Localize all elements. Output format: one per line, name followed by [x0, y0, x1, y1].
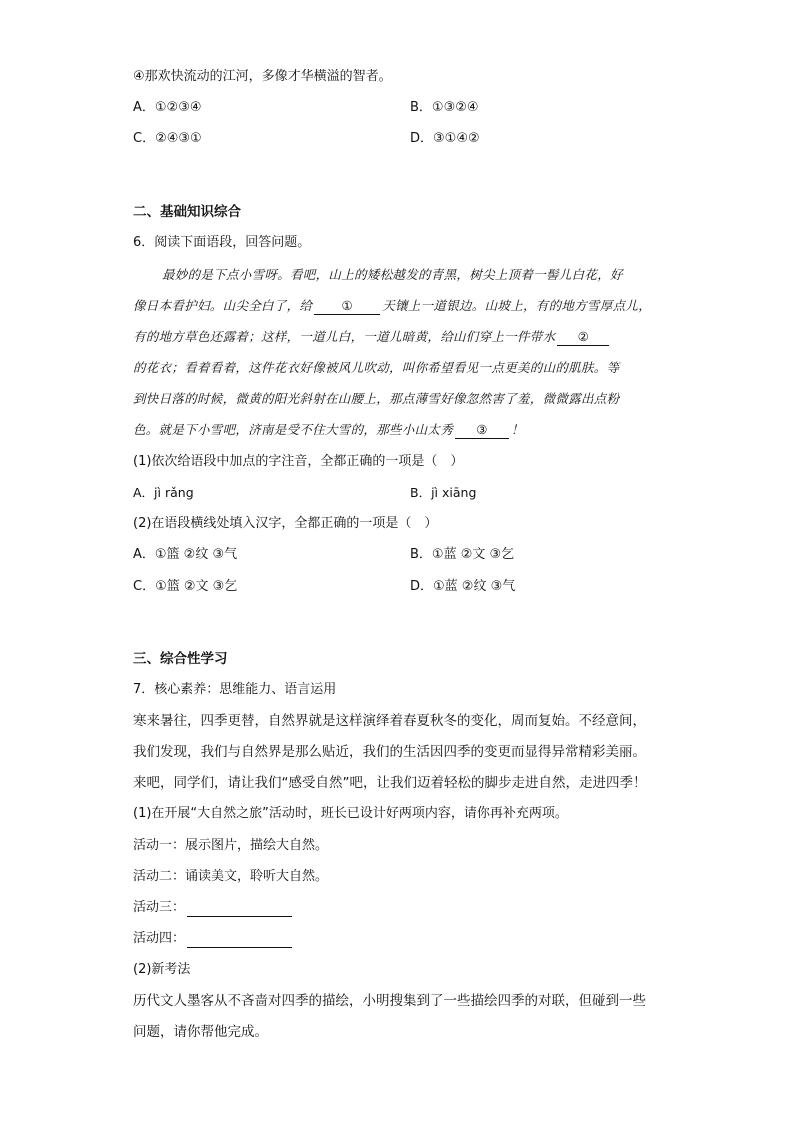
q5-option-d: D．③①④② [410, 131, 480, 146]
q6-sub1-option-b: B．jì xiāng [410, 485, 477, 500]
q7-intro-line-3: 来吧，同学们，请让我们“感受自然”吧，让我们迈着轻松的脚步走进自然，走进四季！ [133, 775, 647, 791]
q6-blank-2: ② [557, 329, 609, 346]
q5-item-4: ④那欢快流动的江河，多像才华横溢的智者。 [133, 69, 392, 84]
q6-passage-text: 有的地方草色还露着；这样，一道儿白，一道儿暗黄，给山们穿上一件带水 [133, 329, 556, 344]
q6-blank-1: ① [314, 298, 380, 315]
q6-sub2-option-c: C．①篮 ②文 ③乞 [133, 579, 238, 594]
q6-sub2-option-d: D．①蓝 ②纹 ③气 [410, 579, 516, 594]
q6-stem: 6．阅读下面语段，回答问题。 [133, 235, 311, 250]
q7-activity-4 [133, 930, 292, 948]
q6-sub-question-1: (1)依次给语段中加点的字注音，全都正确的一项是（ ） [133, 454, 464, 469]
q6-passage-line-6 [133, 421, 524, 439]
q6-passage-line-3 [133, 328, 611, 346]
q5-option-c: C．②④③① [133, 131, 202, 146]
q6-sub1-option-a: A．jì rǎng [133, 485, 194, 500]
q7-activity-1: 活动一：展示图片，描绘大自然。 [133, 838, 329, 853]
q6-passage-line-1: 最妙的是下点小雪呀。看吧，山上的矮松越发的青黑，树尖上顶着一髻儿白花，好 [162, 267, 623, 282]
q7-activity-4-label: 活动四： [133, 931, 186, 946]
q7-couplet-line-1: 历代文人墨客从不吝啬对四季的描绘，小明搜集到了一些描绘四季的对联，但碰到一些 [133, 993, 646, 1009]
q7-sub-question-1: (1)在开展“大自然之旅”活动时，班长已设计好两项内容，请你再补充两项。 [133, 806, 568, 821]
q6-passage-text: ！ [511, 422, 524, 437]
q6-passage-text: 像日本看护妇。山尖全白了，给 [133, 298, 313, 313]
q6-passage-line-4: 的花衣；看着看着，这件花衣好像被风儿吹动，叫你希望看见一点更美的山的肌肤。等 [133, 360, 620, 375]
q6-sub-question-2: (2)在语段横线处填入汉字，全都正确的一项是（ ） [133, 516, 438, 531]
q7-sub-question-2: (2)新考法 [133, 962, 191, 977]
q5-option-a: A．①②③④ [133, 100, 202, 115]
q7-activity-3-label: 活动三： [133, 900, 186, 915]
q6-passage-text: 色。就是下小雪吧，济南是受不住大雪的，那些小山太秀 [133, 422, 454, 437]
q7-activity-2: 活动二：诵读美文，聆听大自然。 [133, 869, 329, 884]
q5-option-b: B．①③②④ [410, 100, 479, 115]
q6-sub2-option-b: B．①蓝 ②文 ③乞 [410, 547, 515, 562]
q7-couplet-line-2: 问题，请你帮他完成。 [133, 1024, 268, 1040]
q7-activity-3-answer-blank[interactable] [187, 902, 292, 917]
section-2-heading: 二、基础知识综合 [133, 204, 241, 220]
q6-sub2-option-a: A．①篮 ②纹 ③气 [133, 547, 238, 562]
q6-passage-text: 天镶上一道银边。山坡上，有的地方雪厚点儿， [382, 298, 652, 313]
q7-intro-line-1: 寒来暑往，四季更替，自然界就是这样演绎着春夏秋冬的变化，周而复始。不经意间， [133, 713, 646, 729]
q7-activity-3 [133, 899, 292, 917]
q6-passage-line-5: 到快日落的时候，微黄的阳光斜射在山腰上，那点薄雪好像忽然害了羞，微微露出点粉 [133, 391, 620, 406]
q6-blank-3: ③ [455, 422, 509, 439]
section-3-heading: 三、综合性学习 [133, 651, 228, 667]
q7-intro-line-2: 我们发现，我们与自然界是那么贴近，我们的生活因四季的变更而显得异常精彩美丽。 [133, 744, 646, 760]
q7-stem: 7．核心素养：思维能力、语言运用 [133, 682, 337, 697]
q7-activity-4-answer-blank[interactable] [187, 933, 292, 948]
q6-passage-line-2 [133, 297, 651, 315]
